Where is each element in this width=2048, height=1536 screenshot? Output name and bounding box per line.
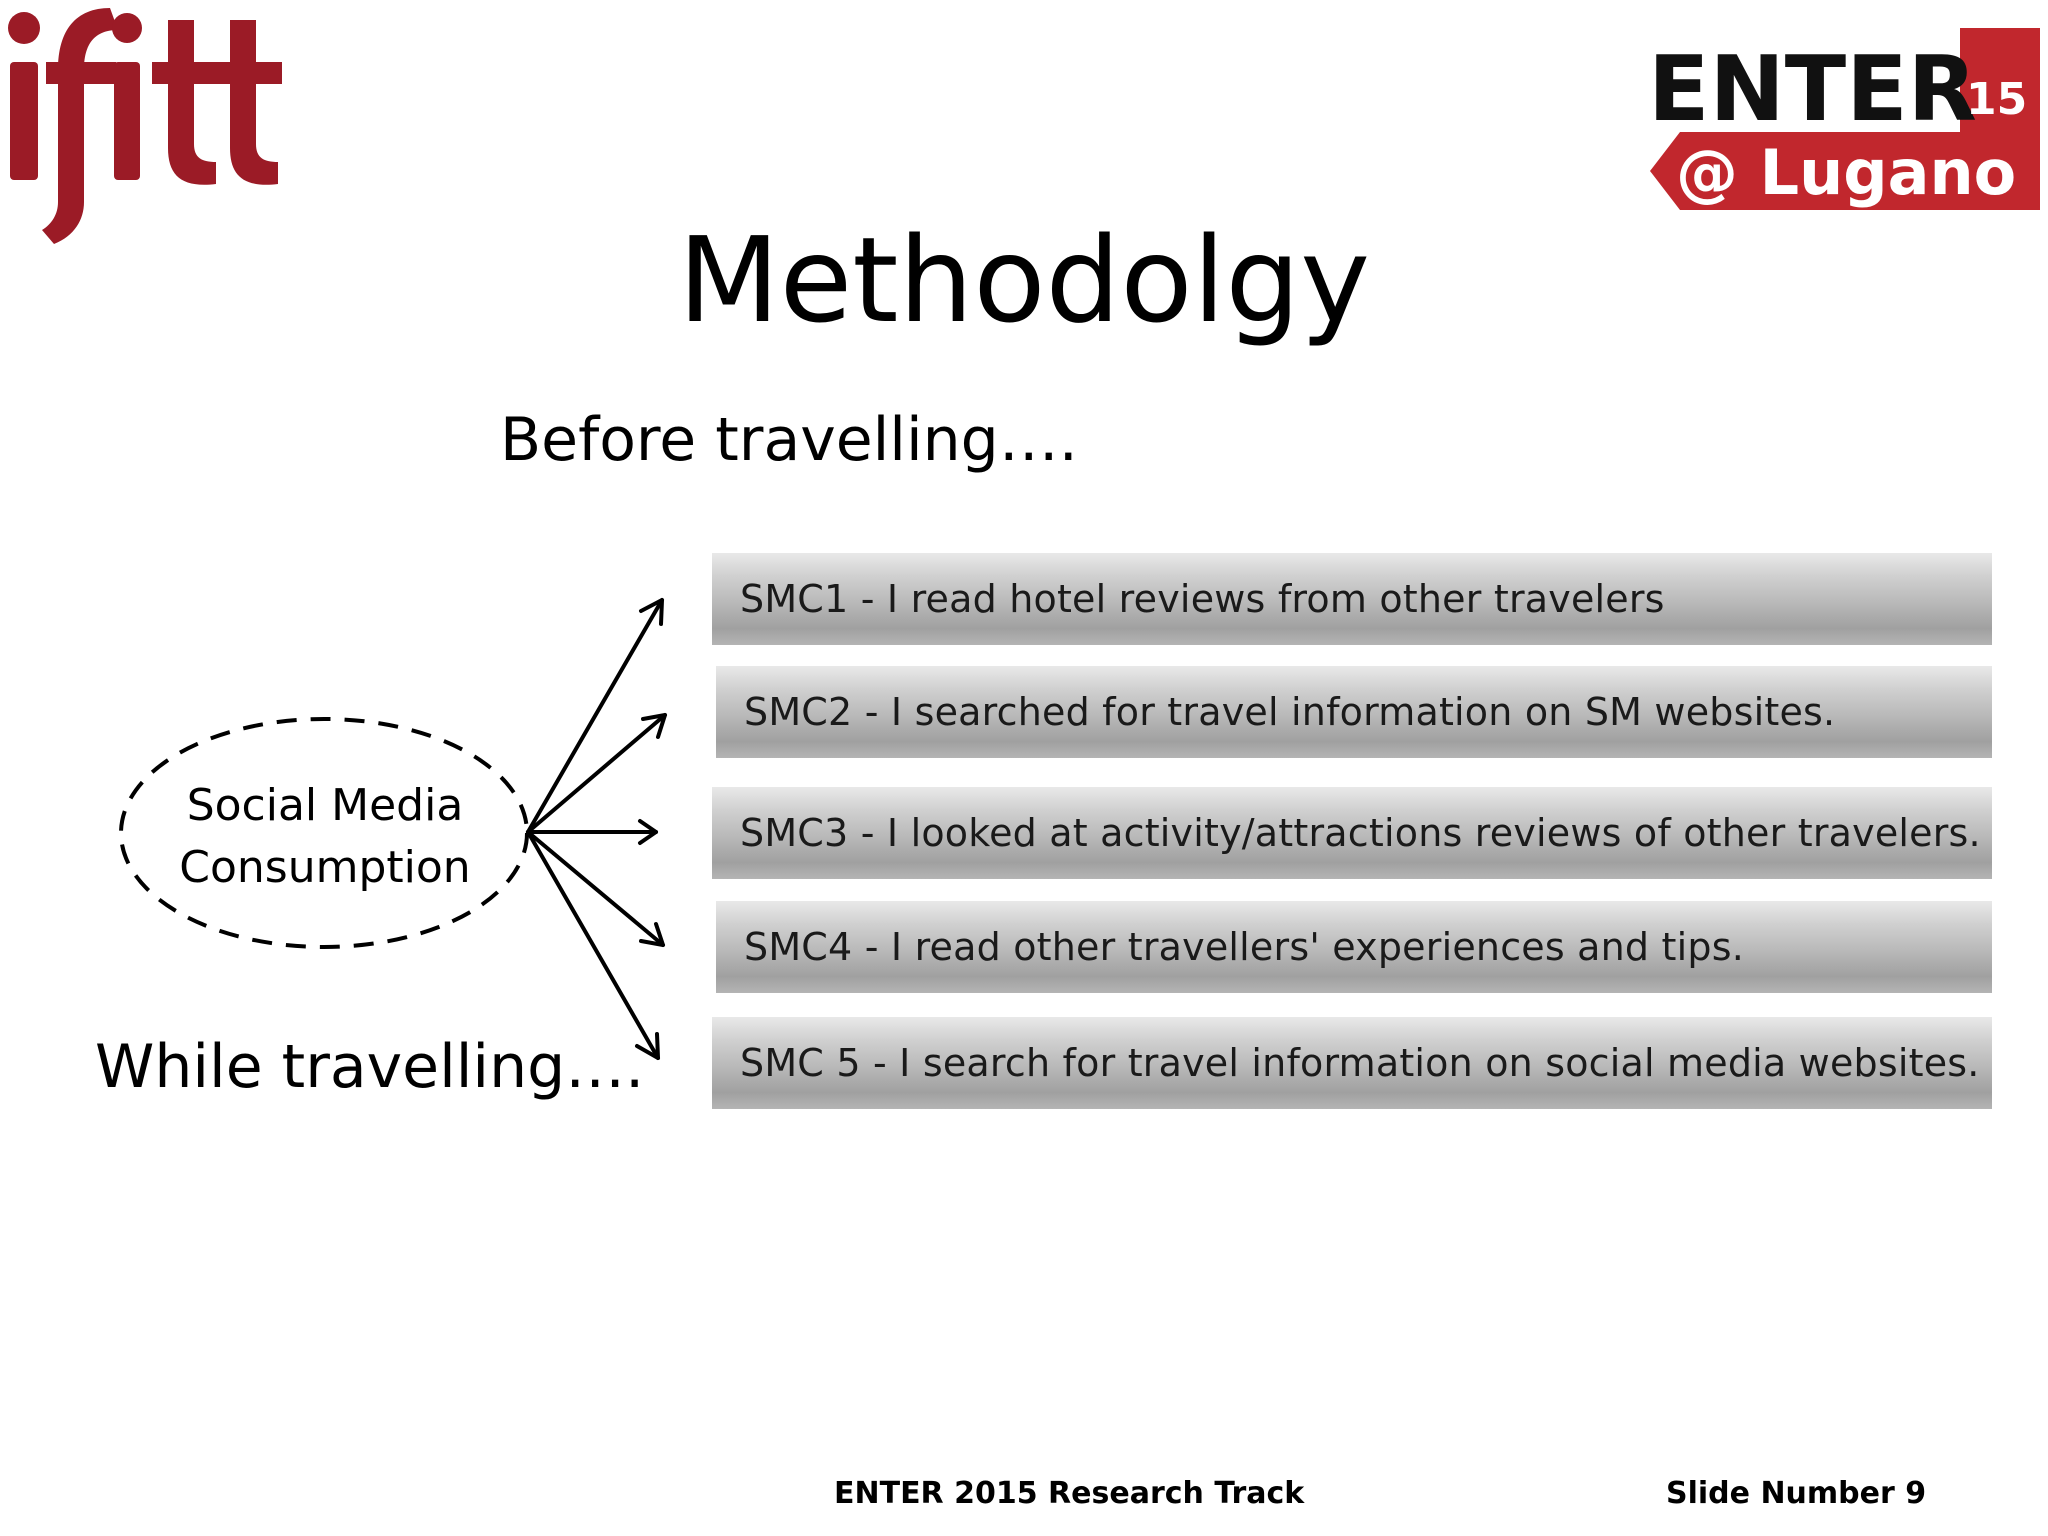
item-label-smc4: SMC4 - I read other travellers' experiences and tips.: [744, 925, 1744, 969]
items-list: [712, 553, 1992, 1113]
arrowhead-smc4: [641, 924, 663, 945]
item-bar-smc1: [712, 553, 1992, 645]
item-label-smc2: SMC2 - I searched for travel information on SM websites.: [744, 690, 1836, 734]
enter-place: @ Lugano: [1676, 136, 2017, 209]
construct-label: [130, 775, 520, 899]
item-label-smc3: SMC3 - I looked at activity/attractions reviews of other travelers.: [740, 811, 1981, 855]
item-label-smc1: SMC1 - I read hotel reviews from other travelers: [740, 577, 1665, 621]
arrow-to-smc2: [528, 715, 665, 832]
construct-line1: Social Media: [186, 780, 464, 831]
item-label-smc5: SMC 5 - I search for travel information on social media websites.: [740, 1041, 1980, 1085]
footer-track: ENTER 2015 Research Track: [834, 1476, 1305, 1511]
slide-title: Methodolgy: [677, 211, 1371, 349]
arrow-to-smc1: [528, 600, 662, 832]
before-travelling-label: Before travelling….: [500, 405, 1078, 475]
arrowhead-smc2: [643, 715, 665, 737]
enter-year: 15: [1966, 74, 2028, 125]
item-bar-smc5: [712, 1017, 1992, 1109]
arrowhead-smc3: [640, 821, 656, 843]
while-travelling-label: While travelling….: [95, 1032, 645, 1102]
item-bar-smc2: [716, 666, 1992, 758]
enter-word: ENTER: [1648, 37, 1977, 142]
item-bar-smc4: [716, 901, 1992, 993]
arrow-to-smc4: [528, 832, 663, 945]
arrow-to-smc5: [528, 832, 658, 1058]
enter15-lugano-logo: [1640, 28, 2040, 214]
item-bar-smc3: [712, 787, 1992, 879]
arrowhead-smc1: [641, 600, 662, 624]
construct-line2: Consumption: [179, 842, 471, 893]
footer-slide-number: Slide Number 9: [1666, 1476, 1927, 1511]
